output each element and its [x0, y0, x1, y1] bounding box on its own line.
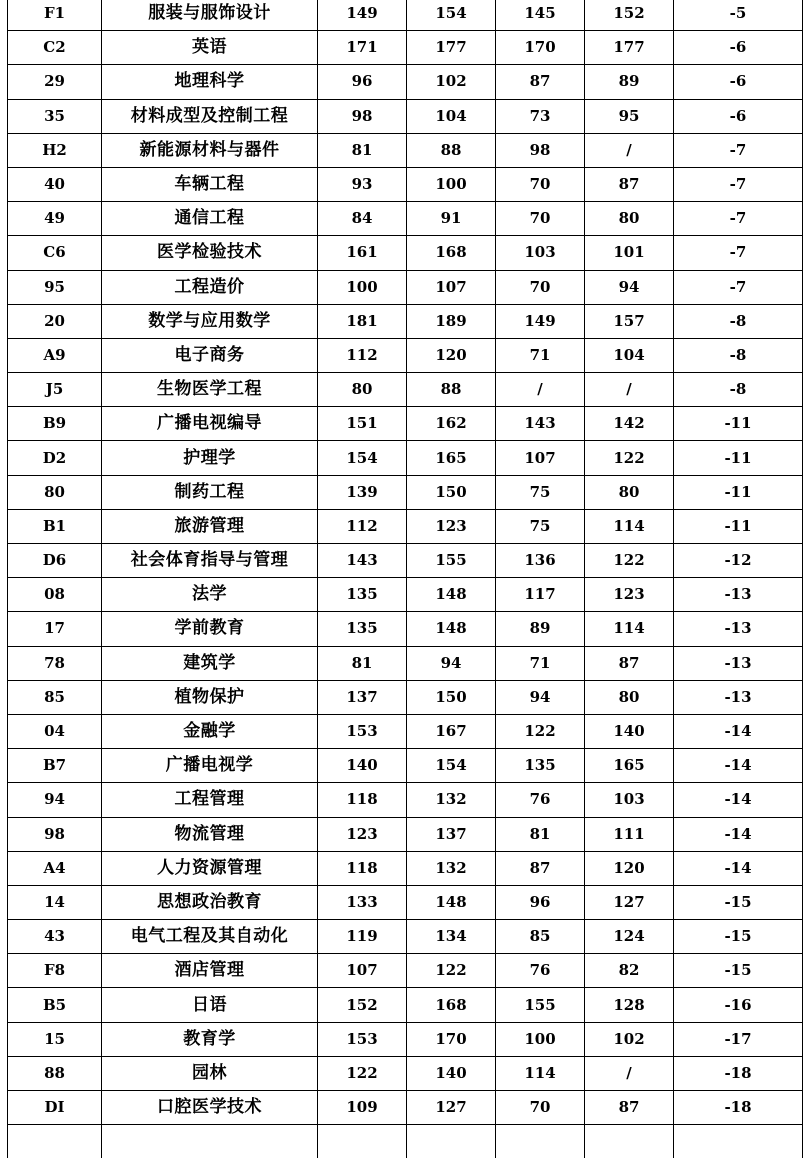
score-col-1-cell: 152 — [318, 988, 407, 1022]
score-col-1-cell: 153 — [318, 1022, 407, 1056]
table-row — [8, 304, 803, 338]
table-row — [8, 202, 803, 236]
major-name-cell: 英语 — [102, 31, 318, 65]
score-col-1-cell: 154 — [318, 441, 407, 475]
score-col-4-cell: 122 — [585, 441, 674, 475]
empty-cell — [8, 1125, 102, 1158]
major-name-cell: 电气工程及其自动化 — [102, 920, 318, 954]
score-col-1-cell: 140 — [318, 749, 407, 783]
score-col-1-cell: 80 — [318, 373, 407, 407]
major-code-cell: B5 — [8, 988, 102, 1022]
score-col-3-cell: 76 — [496, 783, 585, 817]
score-col-4-cell: 114 — [585, 612, 674, 646]
score-col-1-cell: 135 — [318, 578, 407, 612]
score-col-4-cell: 120 — [585, 851, 674, 885]
score-col-3-cell: 136 — [496, 544, 585, 578]
score-col-3-cell: 155 — [496, 988, 585, 1022]
major-code-cell: F1 — [8, 0, 102, 31]
score-col-2-cell: 123 — [407, 509, 496, 543]
score-col-1-cell: 81 — [318, 646, 407, 680]
major-code-cell: 95 — [8, 270, 102, 304]
score-col-4-cell: 87 — [585, 646, 674, 680]
score-col-2-cell: 140 — [407, 1056, 496, 1090]
score-col-4-cell: 80 — [585, 475, 674, 509]
score-col-2-cell: 150 — [407, 475, 496, 509]
difference-cell: -6 — [674, 99, 803, 133]
score-col-1-cell: 93 — [318, 167, 407, 201]
score-col-1-cell: 133 — [318, 885, 407, 919]
table-row — [8, 31, 803, 65]
major-name-cell: 医学检验技术 — [102, 236, 318, 270]
difference-cell: -16 — [674, 988, 803, 1022]
major-code-cell: 29 — [8, 65, 102, 99]
major-code-cell: C2 — [8, 31, 102, 65]
score-col-3-cell: 87 — [496, 851, 585, 885]
score-col-2-cell: 150 — [407, 680, 496, 714]
major-name-cell: 酒店管理 — [102, 954, 318, 988]
score-col-2-cell: 154 — [407, 749, 496, 783]
score-col-1-cell: 135 — [318, 612, 407, 646]
score-col-2-cell: 189 — [407, 304, 496, 338]
score-col-4-cell: 80 — [585, 202, 674, 236]
table-row — [8, 885, 803, 919]
major-name-cell: 广播电视学 — [102, 749, 318, 783]
difference-cell: -11 — [674, 407, 803, 441]
score-col-4-cell: 94 — [585, 270, 674, 304]
score-col-4-cell: 122 — [585, 544, 674, 578]
table-row — [8, 1022, 803, 1056]
score-col-1-cell: 137 — [318, 680, 407, 714]
table-row — [8, 544, 803, 578]
difference-cell: -7 — [674, 270, 803, 304]
score-col-3-cell: 71 — [496, 646, 585, 680]
empty-cell — [674, 1125, 803, 1158]
score-col-3-cell: 98 — [496, 133, 585, 167]
score-col-3-cell: 94 — [496, 680, 585, 714]
score-col-3-cell: 70 — [496, 1091, 585, 1125]
score-col-4-cell: 104 — [585, 338, 674, 372]
score-col-2-cell: 154 — [407, 0, 496, 31]
score-col-2-cell: 134 — [407, 920, 496, 954]
table-body — [8, 0, 803, 1158]
major-name-cell: 口腔医学技术 — [102, 1091, 318, 1125]
score-col-1-cell: 149 — [318, 0, 407, 31]
score-col-2-cell: 155 — [407, 544, 496, 578]
table-row — [8, 783, 803, 817]
major-code-cell: 35 — [8, 99, 102, 133]
major-score-table — [7, 0, 803, 1158]
score-col-3-cell: 87 — [496, 65, 585, 99]
major-name-cell: 新能源材料与器件 — [102, 133, 318, 167]
score-col-3-cell: 89 — [496, 612, 585, 646]
difference-cell: -13 — [674, 680, 803, 714]
score-col-3-cell: 145 — [496, 0, 585, 31]
score-col-4-cell: 123 — [585, 578, 674, 612]
score-col-2-cell: 91 — [407, 202, 496, 236]
major-name-cell: 广播电视编导 — [102, 407, 318, 441]
major-code-cell: D6 — [8, 544, 102, 578]
difference-cell: -13 — [674, 646, 803, 680]
score-col-4-cell: 128 — [585, 988, 674, 1022]
score-col-4-cell: 124 — [585, 920, 674, 954]
major-code-cell: 88 — [8, 1056, 102, 1090]
difference-cell: -11 — [674, 475, 803, 509]
score-col-2-cell: 137 — [407, 817, 496, 851]
table-row — [8, 954, 803, 988]
score-col-2-cell: 148 — [407, 612, 496, 646]
major-code-cell: C6 — [8, 236, 102, 270]
score-col-1-cell: 107 — [318, 954, 407, 988]
major-name-cell: 制药工程 — [102, 475, 318, 509]
score-col-2-cell: 127 — [407, 1091, 496, 1125]
score-col-3-cell: 114 — [496, 1056, 585, 1090]
score-col-3-cell: 170 — [496, 31, 585, 65]
major-name-cell: 电子商务 — [102, 338, 318, 372]
difference-cell: -6 — [674, 65, 803, 99]
empty-cell — [496, 1125, 585, 1158]
score-col-2-cell: 165 — [407, 441, 496, 475]
score-col-1-cell: 122 — [318, 1056, 407, 1090]
score-col-2-cell: 102 — [407, 65, 496, 99]
table-row — [8, 612, 803, 646]
score-col-4-cell: 177 — [585, 31, 674, 65]
table-row — [8, 167, 803, 201]
score-col-4-cell: / — [585, 1056, 674, 1090]
difference-cell: -13 — [674, 578, 803, 612]
difference-cell: -7 — [674, 133, 803, 167]
score-col-3-cell: 143 — [496, 407, 585, 441]
difference-cell: -8 — [674, 338, 803, 372]
difference-cell: -14 — [674, 749, 803, 783]
score-col-1-cell: 151 — [318, 407, 407, 441]
score-col-3-cell: 103 — [496, 236, 585, 270]
score-col-4-cell: 127 — [585, 885, 674, 919]
score-col-1-cell: 123 — [318, 817, 407, 851]
score-col-1-cell: 98 — [318, 99, 407, 133]
major-name-cell: 法学 — [102, 578, 318, 612]
empty-cell — [585, 1125, 674, 1158]
difference-cell: -17 — [674, 1022, 803, 1056]
score-col-4-cell: 114 — [585, 509, 674, 543]
score-col-1-cell: 119 — [318, 920, 407, 954]
difference-cell: -5 — [674, 0, 803, 31]
score-col-3-cell: 122 — [496, 714, 585, 748]
score-col-1-cell: 139 — [318, 475, 407, 509]
major-name-cell: 学前教育 — [102, 612, 318, 646]
score-col-2-cell: 168 — [407, 988, 496, 1022]
score-col-4-cell: 102 — [585, 1022, 674, 1056]
major-code-cell: 17 — [8, 612, 102, 646]
score-col-4-cell: 101 — [585, 236, 674, 270]
major-code-cell: 14 — [8, 885, 102, 919]
major-name-cell: 数学与应用数学 — [102, 304, 318, 338]
difference-cell: -14 — [674, 714, 803, 748]
table-row — [8, 133, 803, 167]
score-col-2-cell: 122 — [407, 954, 496, 988]
major-code-cell: 80 — [8, 475, 102, 509]
score-col-2-cell: 132 — [407, 851, 496, 885]
major-name-cell: 工程管理 — [102, 783, 318, 817]
difference-cell: -8 — [674, 304, 803, 338]
table-row — [8, 441, 803, 475]
score-col-1-cell: 118 — [318, 783, 407, 817]
table-row — [8, 749, 803, 783]
table-row — [8, 65, 803, 99]
score-col-1-cell: 153 — [318, 714, 407, 748]
score-col-1-cell: 96 — [318, 65, 407, 99]
score-col-4-cell: 95 — [585, 99, 674, 133]
score-col-1-cell: 109 — [318, 1091, 407, 1125]
score-col-4-cell: 103 — [585, 783, 674, 817]
score-col-2-cell: 107 — [407, 270, 496, 304]
difference-cell: -7 — [674, 202, 803, 236]
major-code-cell: 15 — [8, 1022, 102, 1056]
score-col-3-cell: 70 — [496, 270, 585, 304]
difference-cell: -6 — [674, 31, 803, 65]
major-name-cell: 护理学 — [102, 441, 318, 475]
score-col-1-cell: 84 — [318, 202, 407, 236]
major-name-cell: 生物医学工程 — [102, 373, 318, 407]
major-code-cell: D2 — [8, 441, 102, 475]
table-row — [8, 646, 803, 680]
table-row — [8, 1091, 803, 1125]
difference-cell: -14 — [674, 851, 803, 885]
major-name-cell: 材料成型及控制工程 — [102, 99, 318, 133]
score-col-2-cell: 170 — [407, 1022, 496, 1056]
score-col-3-cell: 76 — [496, 954, 585, 988]
score-col-2-cell: 177 — [407, 31, 496, 65]
empty-cell — [102, 1125, 318, 1158]
table-row — [8, 509, 803, 543]
table-row — [8, 475, 803, 509]
major-name-cell: 园林 — [102, 1056, 318, 1090]
score-col-2-cell: 148 — [407, 578, 496, 612]
score-col-2-cell: 100 — [407, 167, 496, 201]
major-name-cell: 建筑学 — [102, 646, 318, 680]
score-col-3-cell: / — [496, 373, 585, 407]
major-code-cell: J5 — [8, 373, 102, 407]
major-name-cell: 日语 — [102, 988, 318, 1022]
major-name-cell: 旅游管理 — [102, 509, 318, 543]
score-col-3-cell: 75 — [496, 509, 585, 543]
score-col-1-cell: 181 — [318, 304, 407, 338]
table-row — [8, 373, 803, 407]
major-code-cell: A4 — [8, 851, 102, 885]
score-col-1-cell: 81 — [318, 133, 407, 167]
difference-cell: -11 — [674, 441, 803, 475]
empty-cell — [407, 1125, 496, 1158]
table-row — [8, 236, 803, 270]
table-row — [8, 1056, 803, 1090]
score-col-1-cell: 143 — [318, 544, 407, 578]
score-col-2-cell: 120 — [407, 338, 496, 372]
major-code-cell: H2 — [8, 133, 102, 167]
major-code-cell: B9 — [8, 407, 102, 441]
difference-cell: -7 — [674, 167, 803, 201]
score-col-2-cell: 132 — [407, 783, 496, 817]
table-row — [8, 338, 803, 372]
score-col-3-cell: 81 — [496, 817, 585, 851]
difference-cell: -13 — [674, 612, 803, 646]
major-code-cell: 85 — [8, 680, 102, 714]
score-col-4-cell: 111 — [585, 817, 674, 851]
major-code-cell: 40 — [8, 167, 102, 201]
score-col-3-cell: 135 — [496, 749, 585, 783]
difference-cell: -11 — [674, 509, 803, 543]
score-col-4-cell: 82 — [585, 954, 674, 988]
major-code-cell: 08 — [8, 578, 102, 612]
score-col-3-cell: 70 — [496, 202, 585, 236]
score-col-2-cell: 88 — [407, 133, 496, 167]
score-col-2-cell: 94 — [407, 646, 496, 680]
difference-cell: -14 — [674, 783, 803, 817]
empty-cell — [318, 1125, 407, 1158]
major-code-cell: B1 — [8, 509, 102, 543]
score-col-4-cell: / — [585, 373, 674, 407]
major-code-cell: A9 — [8, 338, 102, 372]
major-name-cell: 车辆工程 — [102, 167, 318, 201]
difference-cell: -15 — [674, 885, 803, 919]
table-row — [8, 817, 803, 851]
score-col-2-cell: 88 — [407, 373, 496, 407]
major-name-cell: 人力资源管理 — [102, 851, 318, 885]
score-col-2-cell: 148 — [407, 885, 496, 919]
score-col-3-cell: 117 — [496, 578, 585, 612]
table-row — [8, 988, 803, 1022]
major-name-cell: 社会体育指导与管理 — [102, 544, 318, 578]
score-col-2-cell: 168 — [407, 236, 496, 270]
difference-cell: -18 — [674, 1056, 803, 1090]
major-code-cell: 94 — [8, 783, 102, 817]
major-name-cell: 思想政治教育 — [102, 885, 318, 919]
table-row — [8, 407, 803, 441]
major-name-cell: 通信工程 — [102, 202, 318, 236]
score-col-4-cell: 140 — [585, 714, 674, 748]
difference-cell: -12 — [674, 544, 803, 578]
score-col-3-cell: 85 — [496, 920, 585, 954]
score-col-3-cell: 100 — [496, 1022, 585, 1056]
score-col-4-cell: 89 — [585, 65, 674, 99]
score-col-4-cell: 142 — [585, 407, 674, 441]
major-code-cell: 04 — [8, 714, 102, 748]
difference-cell: -18 — [674, 1091, 803, 1125]
table-row — [8, 270, 803, 304]
major-code-cell: DI — [8, 1091, 102, 1125]
table-row — [8, 578, 803, 612]
major-code-cell: 20 — [8, 304, 102, 338]
major-code-cell: 98 — [8, 817, 102, 851]
score-col-1-cell: 112 — [318, 338, 407, 372]
score-col-3-cell: 71 — [496, 338, 585, 372]
major-name-cell: 植物保护 — [102, 680, 318, 714]
table-row — [8, 714, 803, 748]
major-code-cell: 78 — [8, 646, 102, 680]
major-name-cell: 教育学 — [102, 1022, 318, 1056]
score-col-4-cell: 165 — [585, 749, 674, 783]
score-col-1-cell: 171 — [318, 31, 407, 65]
table-row — [8, 851, 803, 885]
major-name-cell: 工程造价 — [102, 270, 318, 304]
score-col-4-cell: 87 — [585, 1091, 674, 1125]
score-col-3-cell: 73 — [496, 99, 585, 133]
major-code-cell: 49 — [8, 202, 102, 236]
major-name-cell: 地理科学 — [102, 65, 318, 99]
score-col-1-cell: 100 — [318, 270, 407, 304]
table-row — [8, 680, 803, 714]
score-col-1-cell: 118 — [318, 851, 407, 885]
major-code-cell: 43 — [8, 920, 102, 954]
score-col-2-cell: 167 — [407, 714, 496, 748]
score-col-4-cell: 80 — [585, 680, 674, 714]
score-col-2-cell: 104 — [407, 99, 496, 133]
major-name-cell: 物流管理 — [102, 817, 318, 851]
table-row-partial — [8, 1125, 803, 1158]
difference-cell: -7 — [674, 236, 803, 270]
score-col-3-cell: 96 — [496, 885, 585, 919]
difference-cell: -14 — [674, 817, 803, 851]
table-row — [8, 0, 803, 31]
score-col-4-cell: 157 — [585, 304, 674, 338]
score-col-3-cell: 149 — [496, 304, 585, 338]
score-col-1-cell: 112 — [318, 509, 407, 543]
major-name-cell: 金融学 — [102, 714, 318, 748]
score-col-2-cell: 162 — [407, 407, 496, 441]
score-col-3-cell: 70 — [496, 167, 585, 201]
major-code-cell: B7 — [8, 749, 102, 783]
score-col-3-cell: 107 — [496, 441, 585, 475]
table-row — [8, 99, 803, 133]
major-code-cell: F8 — [8, 954, 102, 988]
score-col-4-cell: 152 — [585, 0, 674, 31]
score-col-4-cell: 87 — [585, 167, 674, 201]
table-row — [8, 920, 803, 954]
difference-cell: -8 — [674, 373, 803, 407]
major-name-cell: 服装与服饰设计 — [102, 0, 318, 31]
difference-cell: -15 — [674, 954, 803, 988]
score-col-1-cell: 161 — [318, 236, 407, 270]
score-col-4-cell: / — [585, 133, 674, 167]
difference-cell: -15 — [674, 920, 803, 954]
score-col-3-cell: 75 — [496, 475, 585, 509]
